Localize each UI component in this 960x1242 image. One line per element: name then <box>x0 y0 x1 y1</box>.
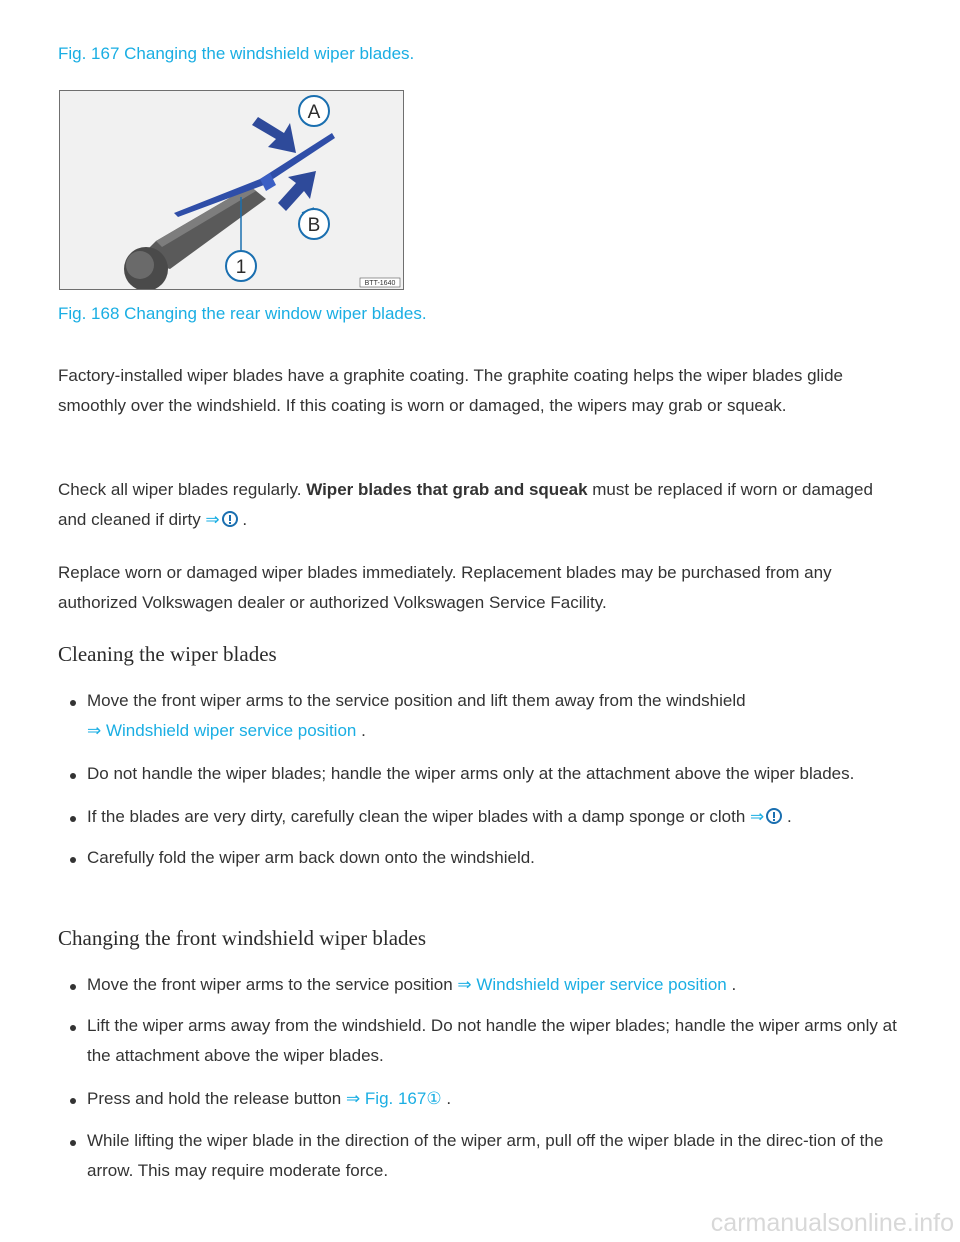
cleaning-item1-end: . <box>356 721 366 740</box>
cleaning-item1-text: Move the front wiper arms to the service position and lift them away from the windshield <box>87 691 746 710</box>
fig168-caption: Fig. 168 Changing the rear window wiper blades. <box>58 304 427 323</box>
paragraph-graphite: Factory-installed wiper blades have a graphite coating. The graphite coating helps the wiper blades glide smoothly over the windshield. If this coating is worn or damaged, the wipers may grab or squeak. <box>58 366 843 415</box>
list-item: Carefully fold the wiper arm back down onto the windshield. <box>58 843 898 873</box>
watermark: carmanualsonline.info <box>710 1209 954 1237</box>
paragraph-replace: Replace worn or damaged wiper blades immediately. Replacement blades may be purchased from any authorized Volkswagen dealer or authorized Volkswagen Service Facility. <box>58 563 832 612</box>
figure-code: BTT-1640 <box>364 280 396 287</box>
changing-item3-end: . <box>441 1089 452 1108</box>
para2-end: . <box>237 510 248 529</box>
wiper-figure <box>59 90 404 290</box>
list-item: While lifting the wiper blade in the direction of the wiper arm, pull off the wiper blade in the direc-tion of the arrow. This may require moderate force. <box>58 1126 898 1186</box>
changing-item3-text: Press and hold the release button <box>87 1089 346 1108</box>
heading-cleaning: Cleaning the wiper blades <box>58 642 277 666</box>
para2-bold: Wiper blades that grab and squeak <box>306 480 588 499</box>
service-position-link[interactable]: ⇒ Windshield wiper service position <box>457 975 727 994</box>
paragraph-check <box>58 475 898 535</box>
list-item <box>58 970 898 1000</box>
para2-warning-link[interactable] <box>205 510 237 529</box>
arrow-b-shape <box>278 171 316 211</box>
para2-before: Check all wiper blades regularly. <box>58 480 307 499</box>
arrow-a-shape <box>252 117 296 153</box>
para2-arrow: ⇒ <box>205 510 220 529</box>
callout-1-label: 1 <box>235 257 247 278</box>
cleaning-warning-link[interactable] <box>750 807 782 826</box>
list-item <box>58 686 898 746</box>
wiper-illustration <box>60 91 403 289</box>
warning-icon <box>766 808 782 824</box>
cleaning-list <box>58 686 898 873</box>
wiper-pivot-inner <box>126 251 154 279</box>
list-item <box>58 802 898 832</box>
list-item <box>58 1084 898 1114</box>
fig167-link[interactable]: ⇒ Fig. 167① <box>345 1089 442 1108</box>
changing-item1-text: Move the front wiper arms to the service position <box>87 975 458 994</box>
warning-icon <box>222 511 238 527</box>
callout-b-label: B <box>307 215 321 236</box>
callout-a-label: A <box>307 102 321 123</box>
list-item: Lift the wiper arms away from the windshield. Do not handle the wiper blades; handle the wiper arms only at the attachment above the wiper blades. <box>58 1011 898 1071</box>
fig167-caption: Fig. 167 Changing the windshield wiper blades. <box>58 44 415 63</box>
cleaning-item3-text: If the blades are very dirty, carefully clean the wiper blades with a damp sponge or cloth <box>87 807 751 826</box>
changing-list <box>58 970 898 1186</box>
service-position-link[interactable]: ⇒ Windshield wiper service position <box>87 721 357 740</box>
cleaning-item3-arrow: ⇒ <box>750 807 765 826</box>
para2-after: must be replaced if worn or damaged and cleaned if dirty <box>58 480 873 529</box>
changing-item1-end: . <box>726 975 737 994</box>
list-item: Do not handle the wiper blades; handle the wiper arms only at the attachment above the wiper blades. <box>58 759 898 789</box>
heading-changing-front: Changing the front windshield wiper blades <box>58 926 427 950</box>
cleaning-item3-end: . <box>782 807 792 826</box>
